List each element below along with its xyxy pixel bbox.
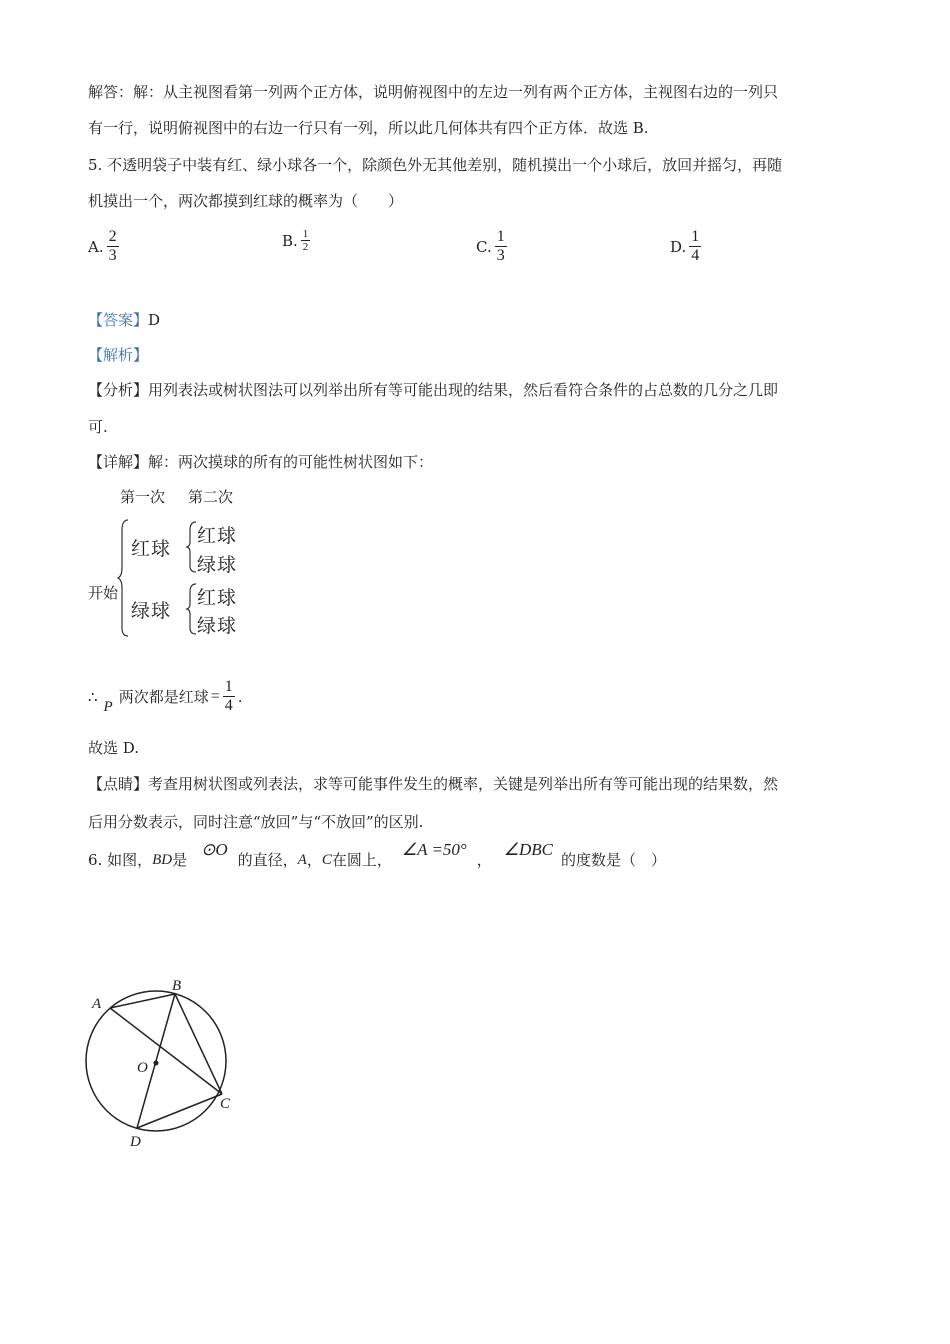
q5-choose: 故选 D.: [88, 739, 140, 757]
center-point: [154, 1061, 159, 1066]
q5-detail: 【详解】解：两次摸球的所有的可能性树状图如下：: [88, 453, 434, 471]
q5-stem-line-1: 5. 不透明袋子中装有红、绿小球各一个，除颜色外无其他差别，随机摸出一个小球后，放回并摇匀，再随: [88, 156, 783, 174]
q5-answer: [88, 310, 160, 330]
answer-tag: 【答案】: [88, 311, 149, 329]
label-b: B: [172, 978, 182, 994]
q5-probability: ∴ P 两次都是红球 = $\frac{1}{4}$ .: [88, 678, 243, 715]
q5-dianjing-line-2: 后用分数表示，同时注意“放回”与“不放回”的区别.: [88, 813, 424, 831]
tree-second-red-2: 红球: [197, 587, 238, 609]
segment-ac: [110, 1008, 222, 1094]
q5-option-a: A. $\frac{2}{3}$: [88, 228, 117, 264]
q6-angle-a: ∠A =50°: [401, 840, 467, 859]
label-o: O: [137, 1060, 148, 1076]
p-subscript: 两次都是红球: [118, 687, 209, 706]
q5-option-c: C. $\frac{1}{3}$: [476, 228, 505, 264]
segment-bc: [175, 994, 222, 1094]
tree-header-second: 第二次: [188, 488, 234, 506]
label-c: C: [220, 1096, 231, 1112]
q5-dianjing-line-1: 【点睛】考查用树状图或列表法，求等可能事件发生的概率，关键是列举出所有等可能出现的结果数，然: [88, 775, 779, 793]
p-equals: =: [210, 687, 220, 705]
label-d: D: [130, 1134, 141, 1150]
answer-value: D: [148, 311, 161, 329]
q5-analysis-tag: 【解析】: [88, 346, 149, 364]
tree-first-green: 绿球: [131, 600, 172, 622]
tree-second-green-1: 绿球: [197, 554, 238, 576]
p-fraction: $\frac{1}{4}$: [224, 678, 233, 714]
q6-circle-o: ⊙O: [201, 840, 228, 859]
detail-tag: 【详解】: [88, 453, 149, 471]
segment-dc: [137, 1094, 222, 1128]
label-a: A: [92, 996, 102, 1012]
dianjing-tag: 【点睛】: [88, 775, 149, 793]
tree-second-green-2: 绿球: [197, 615, 238, 637]
intro-line-1: 解答：解：从主视图看第一列两个正方体，说明俯视图中的左边一列有两个正方体，主视图右边的一列只: [88, 83, 779, 101]
fenxi-tag: 【分析】: [88, 381, 149, 399]
q6-angle-dbc: ∠DBC: [503, 840, 553, 859]
q5-fenxi-line-1: 【分析】用列表法或树状图法可以列举出所有等可能出现的结果，然后看符合条件的占总数的几分之几即: [88, 381, 779, 399]
q5-stem-line-2: 机摸出一个，两次都摸到红球的概率为（ ）: [88, 192, 404, 210]
q5-option-b: B. $\frac{1}{2}$: [282, 228, 309, 253]
therefore-symbol: ∴: [88, 687, 98, 706]
intro-line-2: 有一行，说明俯视图中的右边一行只有一列，所以此几何体共有四个正方体．故选 B.: [88, 119, 649, 137]
q6-stem: 6. 如图， BD 是 ⊙O 的直径， A ， C 在圆上， ∠A =50° ， ∠DBC 的度数是（ ）: [88, 840, 666, 869]
tree-header-first: 第一次: [120, 488, 166, 506]
q5-option-d: D. $\frac{1}{4}$: [670, 228, 700, 264]
tree-first-red: 红球: [131, 538, 172, 560]
p-symbol: P: [103, 698, 113, 715]
q6-bd: BD: [152, 852, 173, 868]
q6-circle-figure: [80, 970, 250, 1160]
q5-fenxi-line-2: 可.: [88, 418, 108, 436]
tree-second-red-1: 红球: [197, 525, 238, 547]
tree-start: 开始: [88, 584, 119, 602]
